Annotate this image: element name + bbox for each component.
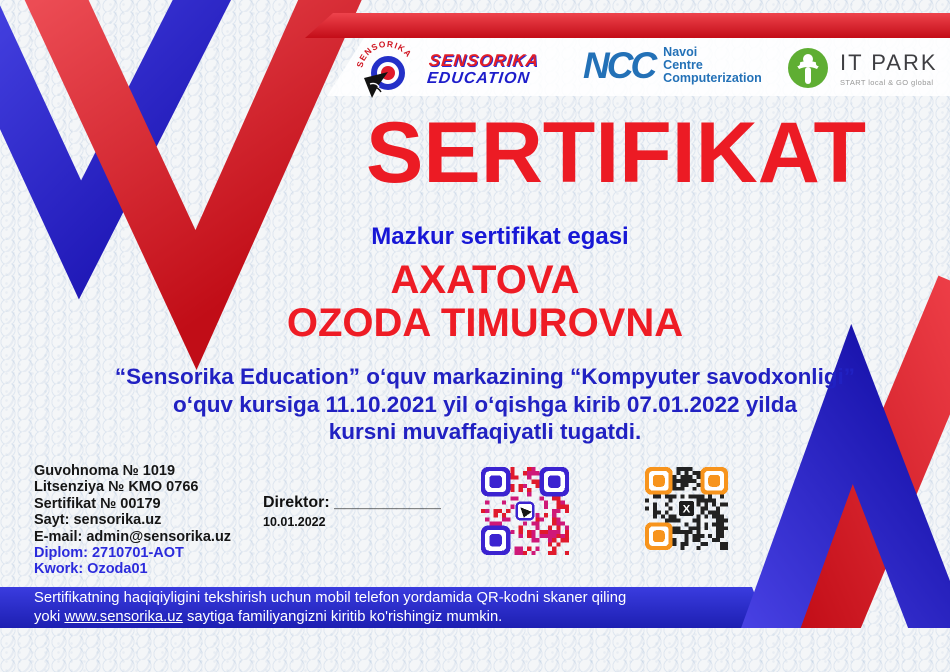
footer-line2-prefix: yoki (34, 608, 65, 625)
footer-line2-suffix: saytiga familiyangizni kiritib ko'rishingiz mumkin. (182, 608, 503, 625)
body-line1: “Sensorika Education” oʻquv markazining “Kompyuter savodxonligi” (114, 364, 856, 389)
recipient-name (170, 259, 800, 345)
ncc-logo-text (663, 46, 762, 85)
detail-line-litsenziya: Litsenziya № KMO 0766 (34, 479, 199, 496)
qr-code-red (481, 467, 569, 555)
footer-line2 (34, 608, 754, 627)
recipient-name-line1: AXATOVA (390, 258, 580, 302)
signature-block (263, 494, 441, 529)
svg-text:X: X (682, 503, 691, 516)
footer-note (34, 589, 754, 626)
itpark-tagline: START local & GO global (840, 77, 934, 87)
itpark-logo (786, 46, 938, 90)
svg-text:SENSORIKA: SENSORIKA (354, 38, 415, 69)
signature-line: ____________ (334, 494, 441, 511)
ncc-text-line1: Navoi (663, 45, 698, 59)
detail-line-email: E-mail: admin@sensorika.uz (34, 528, 232, 545)
itpark-name: IT PARK (840, 49, 938, 75)
detail-line-diplom: Diplom: 2710701-AOT (34, 545, 184, 562)
detail-line-kwork: Kwork: Ozoda01 (34, 561, 148, 578)
itpark-person-icon (786, 46, 830, 90)
certificate-details (34, 463, 231, 578)
certificate-title: SERTIFIKAT (365, 105, 867, 201)
detail-line-sayt: Sayt: sensorika.uz (34, 512, 162, 529)
ncc-text-line3: Computerization (663, 71, 762, 85)
certificate-subtitle: Mazkur sertifikat egasi (371, 223, 629, 250)
sensorika-logo (352, 36, 541, 102)
sensorika-link[interactable]: www.sensorika.uz (64, 608, 183, 625)
sensorika-wordmark-line1: SENSORIKA (427, 50, 541, 70)
top-red-band (305, 13, 950, 38)
ncc-logo (583, 46, 762, 85)
recipient-name-line2: OZODA TIMUROVNA (286, 301, 684, 345)
detail-line-sertifikat: Sertifikat № 00179 (34, 495, 161, 512)
footer-line1: Sertifikatning haqiqiyligini tekshirish uchun mobil telefon yordamida QR-kodni skaner qiling (34, 590, 627, 606)
sensorika-wordmark (426, 52, 540, 87)
director-label: Direktor: (263, 494, 330, 511)
sensorika-wordmark-line2: EDUCATION (426, 69, 531, 87)
itpark-text (840, 50, 938, 87)
certificate-body (45, 363, 925, 446)
ncc-text-line2: Centre (663, 58, 703, 72)
detail-line-guvohnoma: Guvohnoma № 1019 (34, 463, 176, 479)
ncc-logo-icon: NCC (583, 45, 655, 86)
body-line3: kursni muvaffaqiyatli tugatdi. (328, 419, 642, 444)
qr-code-dark (645, 467, 728, 550)
sensorika-logo-icon (352, 36, 420, 102)
signature-date: 10.01.2022 (263, 515, 326, 529)
body-line2: oʻquv kursiga 11.10.2021 yil oʻqishga kirib 07.01.2022 yilda (172, 391, 798, 417)
